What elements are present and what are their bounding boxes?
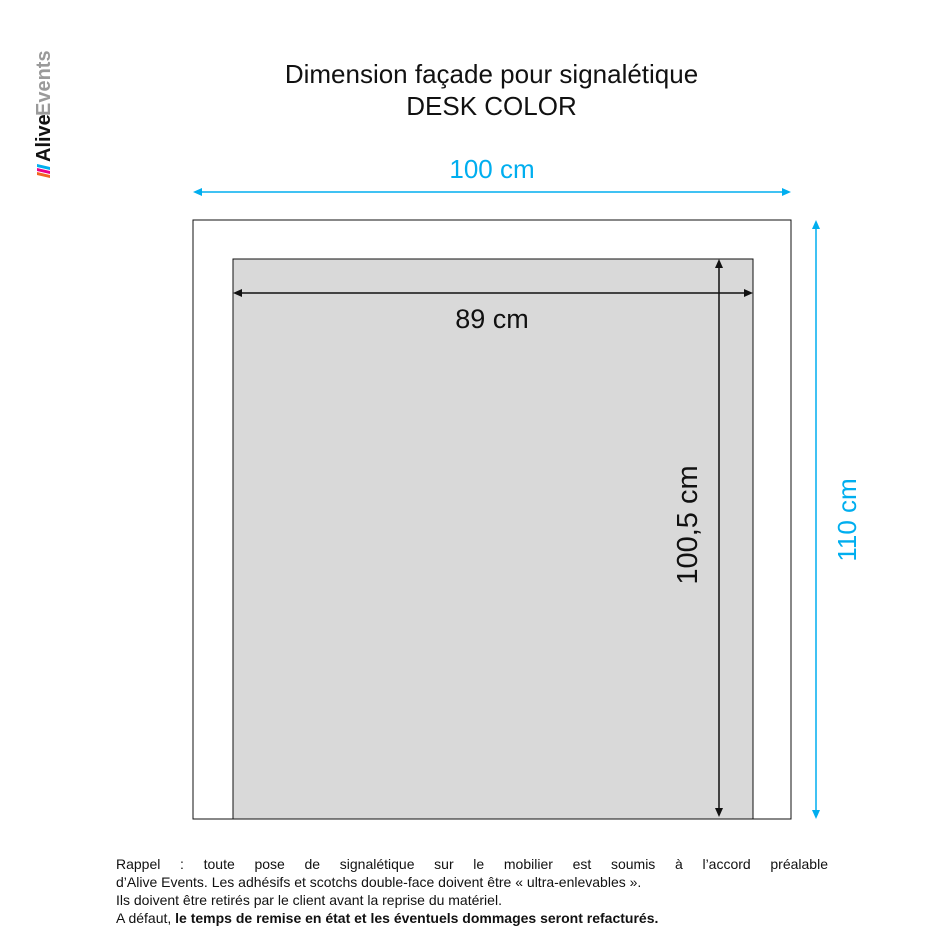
footer-note: [116, 855, 828, 927]
note-line-1: Rappel : toute pose de signalétique sur le mobilier est soumis à l’accord préalable: [116, 856, 828, 872]
note-line-3: Ils doivent être retirés par le client avant la reprise du matériel.: [116, 892, 502, 908]
outer-width-label: 100 cm: [449, 154, 535, 184]
title-line-1: Dimension façade pour signalétique: [284, 59, 699, 89]
inner-width-label: 89 cm: [455, 304, 529, 334]
inner-height-label: 100,5 cm: [672, 465, 704, 585]
logo-text-alive: Alive: [33, 114, 55, 162]
note-line-4: [116, 909, 828, 927]
note-line-4-bold: le temps de remise en état et les éventuels dommages seront refacturés.: [175, 910, 659, 926]
logo-text-events: Events: [33, 50, 55, 116]
note-line-2: d’Alive Events. Les adhésifs et scotchs double-face doivent être « ultra-enlevables ».: [116, 874, 642, 890]
title-line-2: DESK COLOR: [406, 91, 577, 121]
note-line-4-prefix: A défaut,: [116, 910, 176, 926]
outer-height-label: 110 cm: [832, 478, 862, 562]
